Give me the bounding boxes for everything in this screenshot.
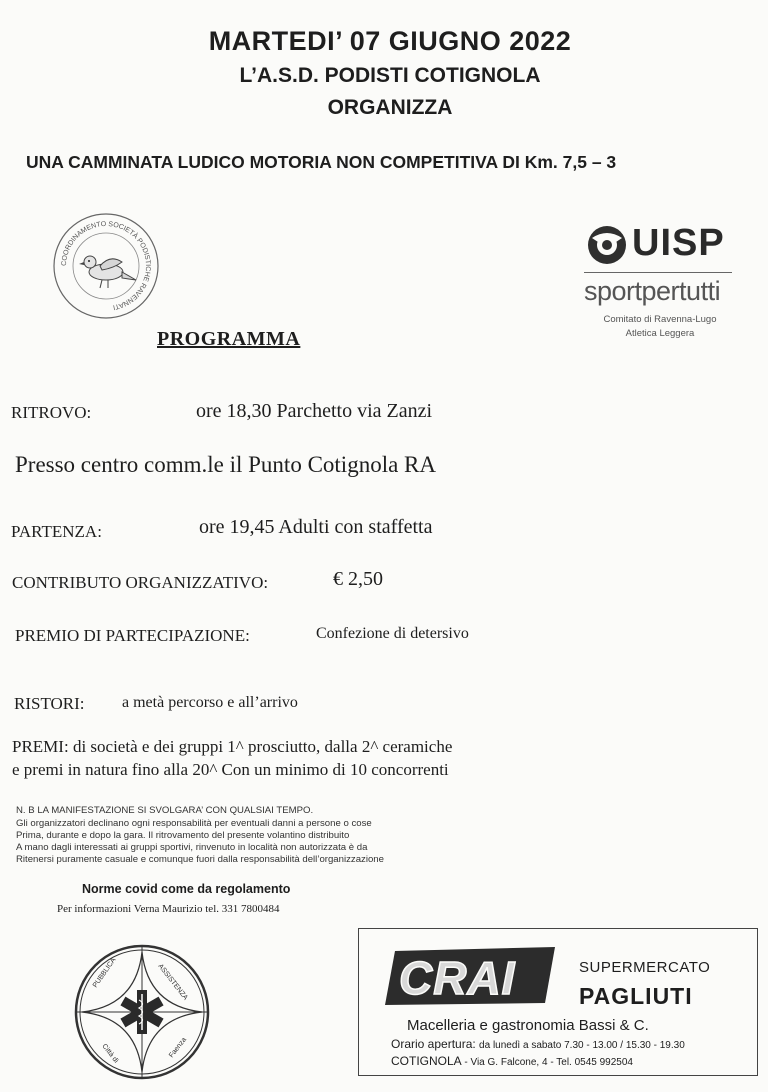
event-date-title: MARTEDI’ 07 GIUGNO 2022 xyxy=(208,26,572,56)
ristori-value: a metà percorso e all’arrivo xyxy=(122,694,298,711)
note-line-1: N. B LA MANIFESTAZIONE SI SVOLGARA’ CON QUALSIAI TEMPO. xyxy=(16,805,314,816)
opening-hours-label: Orario apertura: xyxy=(391,1037,476,1051)
premio-partecipazione-value: Confezione di detersivo xyxy=(316,625,469,642)
pa-ring-top-left: PUBBLICA xyxy=(91,956,118,990)
sponsor-name: PAGLIUTI xyxy=(579,983,693,1009)
contributo-label: CONTRIBUTO ORGANIZZATIVO: xyxy=(12,573,269,592)
note-line-2: Gli organizzatori declinano ogni responsabilità per eventuali danni a persone o cose xyxy=(16,818,372,829)
premio-partecipazione-label: PREMIO DI PARTECIPAZIONE: xyxy=(15,626,250,645)
contributo-value: € 2,50 xyxy=(333,568,383,590)
uisp-logo xyxy=(582,218,742,348)
premi-text-1: di società e dei gruppi 1^ prosciutto, dalla 2^ ceramiche xyxy=(72,737,453,756)
uisp-wordmark: UISP xyxy=(632,222,725,264)
premi-line2: e premi in natura fino alla 20^ Con un minimo di 10 concorrenti xyxy=(12,760,449,779)
meeting-location: Presso centro comm.le il Punto Cotignola RA xyxy=(15,452,436,477)
organizer-line: L’A.S.D. PODISTI COTIGNOLA xyxy=(239,64,541,87)
partenza-value: ore 19,45 Adulti con staffetta xyxy=(199,516,433,538)
dove-icon xyxy=(79,256,136,288)
seal-ring-text: COORDINAMENTO SOCIETÀ PODISTICHE RAVENNATI xyxy=(60,220,152,311)
uisp-emblem-icon xyxy=(586,224,628,266)
note-line-4: A mano dagli interessati ai gruppi sportivi, rinvenuto in località non autorizzata è da xyxy=(16,842,368,853)
ritrovo-row xyxy=(11,403,91,423)
opening-hours-value: da lunedì a sabato 7.30 - 13.00 / 15.30 - 19.30 xyxy=(479,1040,685,1051)
ritrovo-value: ore 18,30 Parchetto via Zanzi xyxy=(196,400,433,422)
podisti-seal-logo xyxy=(50,210,162,322)
supermercato-label: SUPERMERCATO xyxy=(579,959,711,976)
sponsor-address xyxy=(391,1054,633,1068)
note-line-3: Prima, durante e dopo la gara. Il ritrovamento del presente volantino distribuito xyxy=(16,830,350,841)
program-heading: PROGRAMMA xyxy=(157,328,301,350)
event-subtitle: UNA CAMMINATA LUDICO MOTORIA NON COMPETITIVA DI Km. 7,5 – 3 xyxy=(26,152,617,172)
pa-ring-bottom-right: Faenza xyxy=(168,1036,188,1060)
organizza-line: ORGANIZZA xyxy=(327,96,453,119)
crai-sponsor-box xyxy=(358,928,758,1076)
pa-ring-top-right: ASSISTENZA xyxy=(156,962,189,1002)
uisp-committee-line2: Atletica Leggera xyxy=(625,328,695,339)
macelleria-line: Macelleria e gastronomia Bassi & C. xyxy=(407,1017,649,1034)
uisp-tagline: sportpertutti xyxy=(584,276,721,306)
covid-rules: Norme covid come da regolamento xyxy=(82,882,291,896)
ristori-label: RISTORI: xyxy=(14,694,85,713)
crai-logo-text: CRAI xyxy=(399,952,516,1004)
partenza-label: PARTENZA: xyxy=(11,522,102,541)
uisp-divider xyxy=(584,272,732,273)
crai-logo xyxy=(381,945,559,1007)
pa-ring-bottom-left: Città di xyxy=(100,1042,120,1065)
premi-label: PREMI: xyxy=(12,737,69,756)
ritrovo-label: RITROVO: xyxy=(11,403,92,422)
premi-line1 xyxy=(12,737,452,757)
uisp-committee-line1: Comitato di Ravenna-Lugo xyxy=(603,314,717,325)
sponsor-city: COTIGNOLA xyxy=(391,1054,462,1068)
sponsor-street: - Via G. Falcone, 4 - Tel. 0545 992504 xyxy=(464,1057,633,1068)
opening-hours xyxy=(391,1037,685,1051)
contact-info: Per informazioni Verna Maurizio tel. 331 7800484 xyxy=(57,903,280,915)
note-line-5: Ritenersi puramente casuale e comunque fuori dalla responsabilità dell’organizzazione xyxy=(16,854,384,865)
pubblica-assistenza-logo xyxy=(72,942,212,1082)
